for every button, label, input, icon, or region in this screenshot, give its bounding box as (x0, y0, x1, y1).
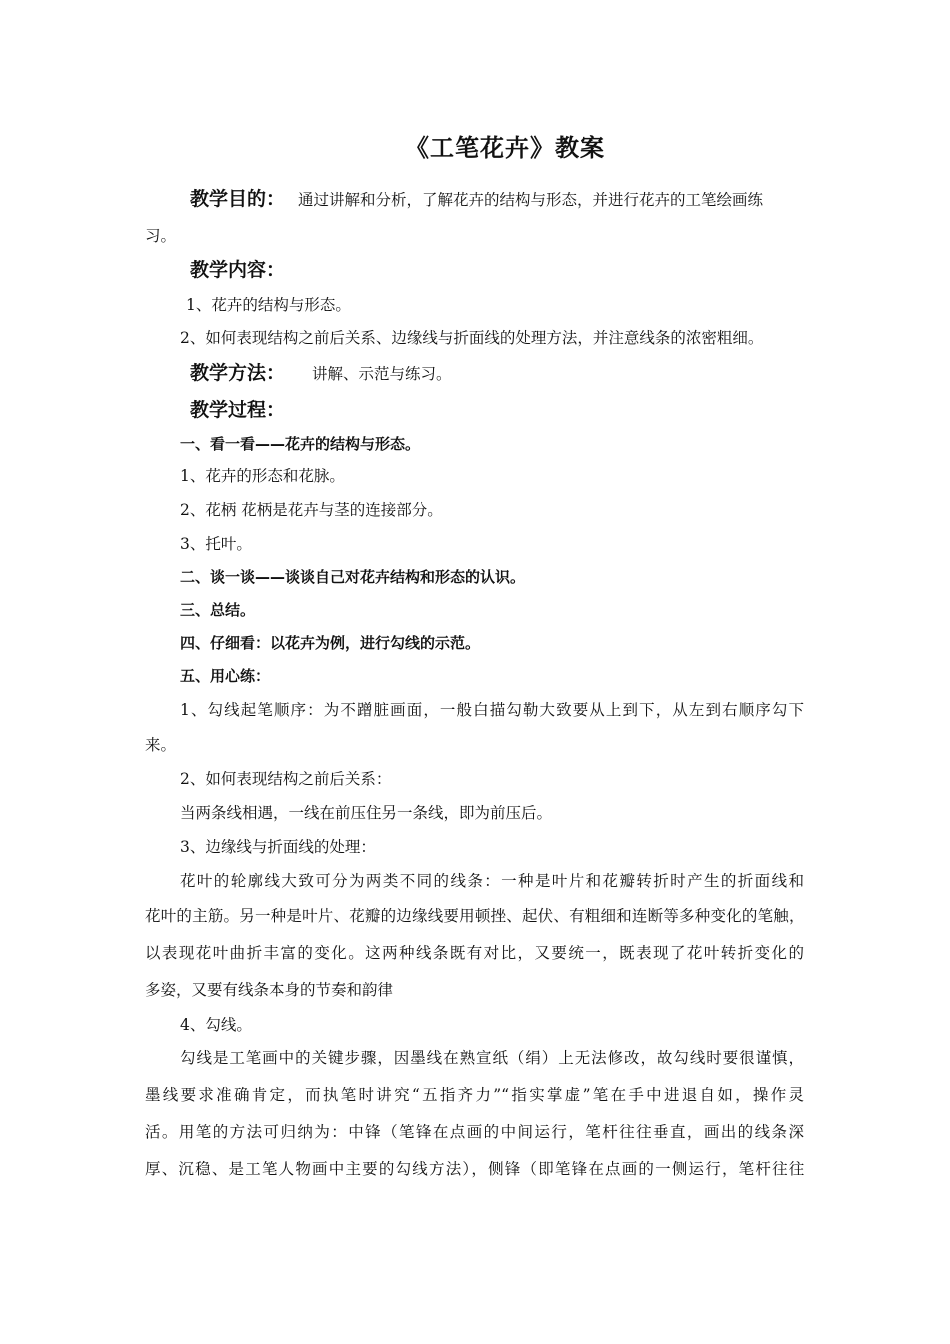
content-label: 教学内容： (190, 259, 286, 281)
practice-1-line-2: 来。 (145, 736, 177, 754)
practice-3-line-3: 以表现花叶曲折丰富的变化。这两种线条既有对比，又要统一，既表现了花叶转折变化的 (145, 944, 804, 962)
practice-2-detail: 当两条线相遇，一线在前压住另一条线，即为前压后。 (180, 804, 553, 822)
objective-text-cont: 习。 (145, 227, 177, 245)
section-3-title: 三、总结。 (180, 601, 256, 619)
practice-4-line-3: 活。用笔的方法可归纳为：中锋（笔锋在点画的中间运行，笔杆往往垂直，画出的线条深 (145, 1123, 804, 1141)
practice-4-line-1: 勾线是工笔画中的关键步骤，因墨线在熟宣纸（绢）上无法修改，故勾线时要很谨慎， (180, 1049, 804, 1067)
practice-3-line-2: 花叶的主筋。另一种是叶片、花瓣的边缘线要用顿挫、起伏、有粗细和连断等多种变化的笔触， (145, 907, 804, 925)
practice-3-line-1: 花叶的轮廓线大致可分为两类不同的线条：一种是叶片和花瓣转折时产生的折面线和 (180, 872, 804, 890)
method-text: 讲解、示范与练习。 (311, 365, 452, 383)
content-item-2: 2、如何表现结构之前后关系、边缘线与折面线的处理方法，并注意线条的浓密粗细。 (180, 329, 764, 347)
section-1-item-2: 2、花柄 花柄是花卉与茎的连接部分。 (180, 501, 443, 519)
practice-2-title: 2、如何表现结构之前后关系： (180, 770, 392, 788)
section-1-item-3: 3、托叶。 (180, 535, 252, 553)
practice-3-title: 3、边缘线与折面线的处理： (180, 838, 376, 856)
section-2-title: 二、谈一谈——谈谈自己对花卉结构和形态的认识。 (180, 568, 526, 586)
practice-1-line-1: 1、勾线起笔顺序：为不蹭脏画面，一般白描勾勒大致要从上到下，从左到右顺序勾下 (180, 701, 804, 719)
objective-row (190, 190, 763, 209)
practice-4-line-4: 厚、沉稳、是工笔人物画中主要的勾线方法），侧锋（即笔锋在点画的一侧运行，笔杆往往 (145, 1160, 804, 1178)
section-5-title: 五、用心练： (180, 667, 271, 685)
objective-label: 教学目的： (190, 188, 286, 210)
section-1-item-1: 1、花卉的形态和花脉。 (180, 467, 345, 485)
method-label: 教学方法： (190, 362, 286, 384)
process-label: 教学过程： (190, 399, 286, 421)
section-4-title: 四、仔细看：以花卉为例，进行勾线的示范。 (180, 634, 481, 652)
practice-4-title: 4、勾线。 (180, 1016, 252, 1034)
method-row (190, 364, 451, 383)
objective-text: 通过讲解和分析，了解花卉的结构与形态，并进行花卉的工笔绘画练 (297, 191, 763, 209)
page-title: 《工笔花卉》教案 (405, 134, 605, 162)
section-1-title: 一、看一看——花卉的结构与形态。 (180, 435, 421, 453)
content-item-1: 1、花卉的结构与形态。 (186, 296, 351, 314)
practice-3-line-4: 多姿，又要有线条本身的节奏和韵律 (145, 981, 394, 999)
practice-4-line-2: 墨线要求准确肯定，而执笔时讲究“五指齐力”“指实掌虚”笔在手中进退自如，操作灵 (145, 1086, 804, 1104)
